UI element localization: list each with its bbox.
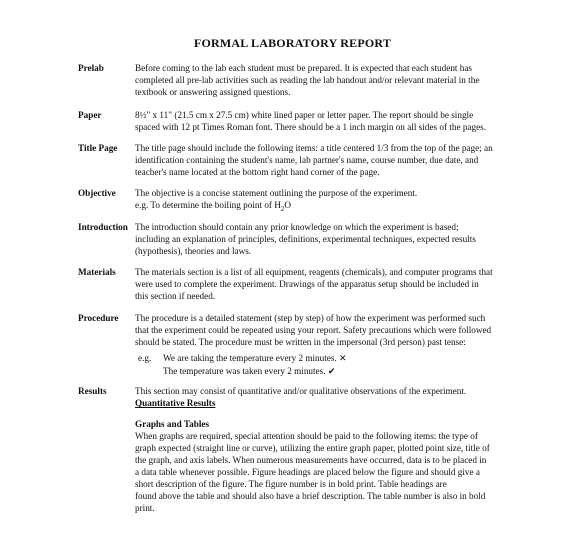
text-line: The introduction should contain any prior knowledge on which the experiment is based;: [135, 222, 459, 232]
text-line: (hypothesis), theories and laws.: [135, 246, 252, 256]
section-label: Title Page: [78, 143, 118, 153]
text-line: were used to complete the experiment. Drawings of the apparatus setup should be included in: [135, 279, 479, 289]
example-text-suffix: O: [284, 200, 292, 210]
section-label: Prelab: [78, 63, 104, 73]
text-line: Before coming to the lab each student must be prepared. It is expected that each student has: [135, 63, 473, 73]
subscript: 2: [280, 204, 285, 213]
example-incorrect-text: We are taking the temperature every 2 minutes.: [163, 353, 337, 363]
text-line: completed all pre-lab activities such as reading the lab handout and/or relevant material in the: [135, 75, 480, 85]
section-label: Procedure: [78, 313, 119, 323]
text-line: should be stated. The procedure must be written in the impersonal (3rd person) past tense:: [135, 337, 466, 347]
section-body: [135, 142, 507, 178]
text-line: The objective is a concise statement outlining the purpose of the experiment.: [135, 188, 418, 198]
section-label: Results: [78, 386, 107, 396]
text-line: 8½" x 11" (21.5 cm x 27.5 cm) white lined paper or letter paper. The report should be single: [135, 110, 474, 120]
text-line: a data table whenever possible. Figure headings are placed below the figure and should give a: [135, 467, 480, 477]
text-line: The materials section is a list of all equipment, reagents (chemicals), and computer programs that: [135, 267, 493, 277]
text-line: teacher's name located at the bottom right hand corner of the page.: [135, 167, 380, 177]
text-line: textbook or answering assigned questions.: [135, 87, 291, 97]
check-icon: ✔: [327, 367, 336, 377]
text-line: that the experiment could be repeated using your report. Safety precautions which were followed: [135, 325, 492, 335]
cross-icon: ✕: [339, 354, 347, 364]
text-line: identification containing the student's name, lab partner's name, course number, due date, and: [135, 155, 479, 165]
text-line: When graphs are required, special attention should be paid to the following items: the type of: [135, 431, 478, 441]
page-title: FORMAL LABORATORY REPORT: [193, 36, 392, 50]
quantitative-results-heading: Quantitative Results: [135, 398, 216, 408]
text-line: found above the table and should also have a brief description. The table number is also in bold: [135, 491, 486, 501]
example-text: e.g. To determine the boiling point of H: [135, 200, 281, 210]
section-body: [135, 187, 507, 215]
text-line: The title page should include the following items: a title centered 1/3 from the top of the page; an: [135, 143, 493, 153]
section-body: [135, 266, 507, 302]
text-line: the graph, and axis labels. When numerous measurements have occurred, data is to be placed in: [135, 455, 487, 465]
text-line: short description of the figure. The figure number is in bold print. Table headings are: [135, 479, 447, 489]
procedure-example: [135, 352, 507, 378]
section-body: [135, 312, 507, 378]
example-correct-text: The temperature was taken every 2 minutes.: [163, 366, 326, 376]
graphs-tables-heading: Graphs and Tables: [135, 419, 210, 429]
section-body: [135, 109, 507, 133]
example-incorrect: [163, 352, 507, 365]
section-body: [135, 62, 507, 98]
example-line: [135, 199, 507, 215]
section-label: Materials: [78, 267, 116, 277]
text-line: print.: [135, 503, 155, 513]
text-line: spaced with 12 pt Times Roman font. There should be a 1 inch margin on all sides of the pages.: [135, 122, 487, 132]
section-body: [135, 385, 507, 514]
text-line: including an explanation of principles, definitions, experimental techniques, expected results: [135, 234, 476, 244]
section-label: Paper: [78, 110, 102, 120]
text-line: The procedure is a detailed statement (step by step) of how the experiment was performed such: [135, 313, 486, 323]
section-label: Objective: [78, 188, 116, 198]
example-correct: [163, 365, 507, 378]
text-line: this section if needed.: [135, 291, 216, 301]
text-line: This section may consist of quantitative and/or qualitative observations of the experiment.: [135, 386, 467, 396]
text-line: graph expected (straight line or curve), utilizing the entire graph paper, plotted point size, title of: [135, 443, 490, 453]
example-label: e.g.: [138, 353, 152, 363]
section-body: [135, 221, 507, 257]
section-label: Introduction: [78, 222, 128, 232]
